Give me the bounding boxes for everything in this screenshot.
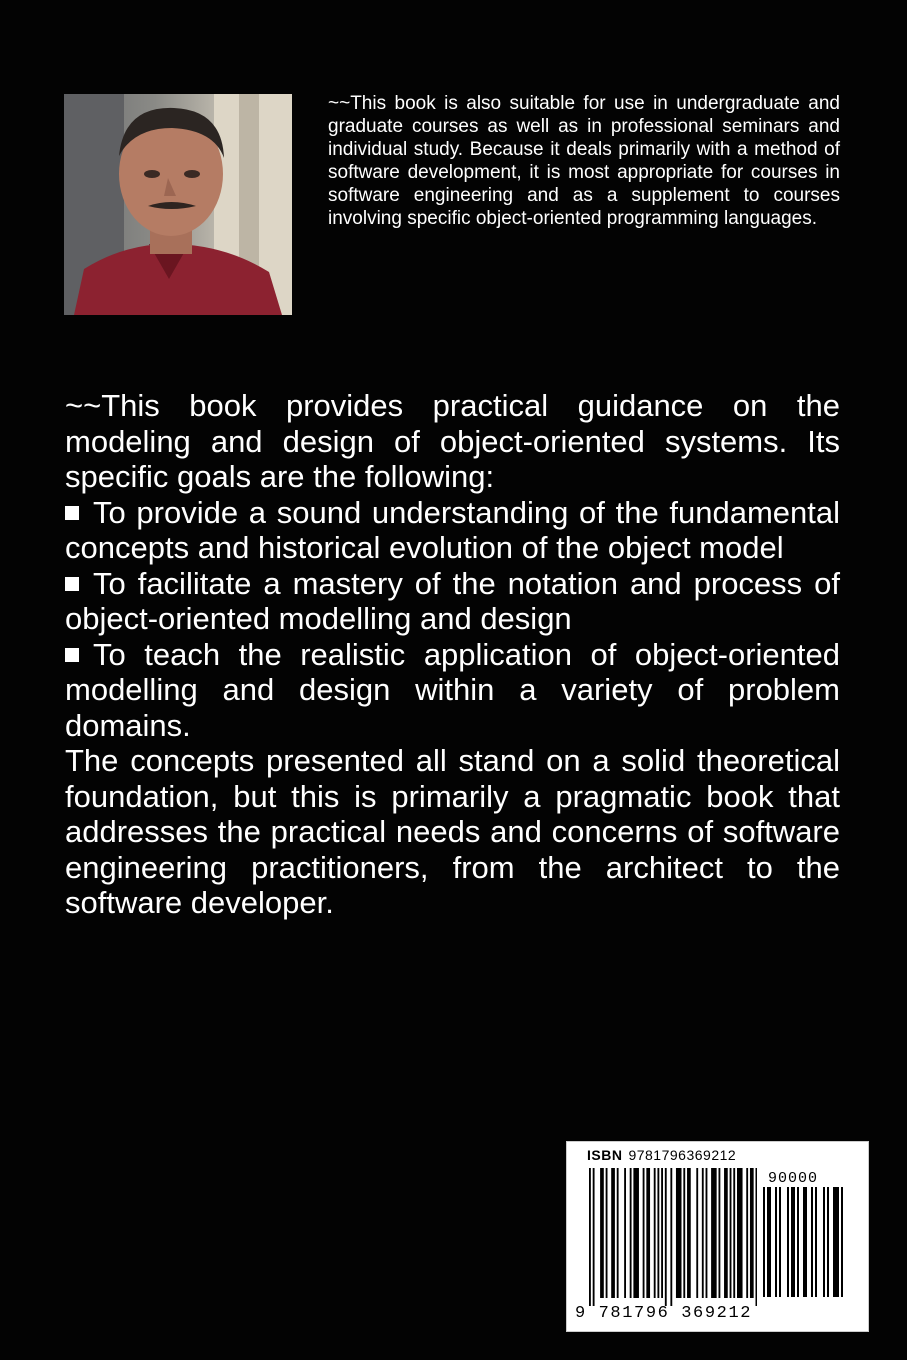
- goal-bullet-1: [65, 495, 840, 566]
- barcode-bar: [643, 1168, 645, 1298]
- ean-first-digit: 9: [575, 1304, 587, 1323]
- barcode-bar: [593, 1168, 595, 1306]
- barcode-bar: [654, 1168, 656, 1298]
- barcode-bar: [833, 1187, 839, 1297]
- barcode-bar: [646, 1168, 650, 1298]
- ean-barcode-bars: [589, 1168, 757, 1308]
- barcode-bar: [815, 1187, 817, 1297]
- square-bullet-icon: [65, 577, 79, 591]
- square-bullet-icon: [65, 506, 79, 520]
- barcode-bar: [606, 1168, 608, 1298]
- isbn-barcode: [566, 1141, 869, 1332]
- addon-barcode-bars: [763, 1187, 853, 1307]
- ean-digits: [575, 1304, 752, 1323]
- barcode-bar: [711, 1168, 717, 1298]
- square-bullet-icon: [65, 648, 79, 662]
- barcode-bar: [733, 1168, 735, 1298]
- barcode-bar: [724, 1168, 728, 1298]
- barcode-bar: [687, 1168, 691, 1298]
- barcode-bar: [756, 1168, 758, 1306]
- barcode-bar: [670, 1168, 672, 1306]
- goal-bullet-3: [65, 637, 840, 744]
- barcode-bar: [827, 1187, 829, 1297]
- goal-bullet-2: [65, 566, 840, 637]
- goal-bullet-text: To teach the realistic application of object-oriented modelling and design within a variety of problem domains.: [65, 636, 840, 743]
- ean-left-group: 781796: [598, 1304, 670, 1323]
- author-blurb: [328, 92, 840, 230]
- isbn-line: [587, 1147, 736, 1163]
- barcode-bar: [633, 1168, 639, 1298]
- book-description: [65, 388, 840, 921]
- barcode-bar: [803, 1187, 807, 1297]
- barcode-bar: [702, 1168, 704, 1298]
- barcode-bar: [841, 1187, 843, 1297]
- author-blurb-text: ~~This book is also suitable for use in undergraduate and graduate courses as well as in professional seminars and individual study. Because it deals primarily with a method of software development, it is most appropriate for courses in software engineering and as a supplement to courses involving specific object-oriented programming languages.: [328, 93, 840, 229]
- barcode-bar: [600, 1168, 604, 1298]
- barcode-bar: [706, 1168, 708, 1298]
- barcode-bar: [779, 1187, 781, 1297]
- isbn-label: ISBN: [587, 1147, 623, 1163]
- barcode-bar: [589, 1168, 591, 1306]
- barcode-bar: [730, 1168, 732, 1298]
- barcode-bar: [696, 1168, 698, 1298]
- barcode-bar: [676, 1168, 682, 1298]
- barcode-bar: [767, 1187, 771, 1297]
- barcode-bar: [624, 1168, 626, 1298]
- barcode-bar: [750, 1168, 754, 1298]
- barcode-bar: [746, 1168, 748, 1298]
- barcode-bar: [737, 1168, 743, 1298]
- barcode-bar: [791, 1187, 795, 1297]
- barcode-bar: [763, 1187, 765, 1297]
- barcode-bar: [811, 1187, 813, 1297]
- barcode-bar: [775, 1187, 777, 1297]
- goal-bullet-text: To provide a sound understanding of the fundamental concepts and historical evolution of the object model: [65, 494, 840, 565]
- barcode-bar: [657, 1168, 659, 1298]
- barcode-bar: [823, 1187, 825, 1297]
- author-portrait-icon: [64, 94, 292, 315]
- description-closing: The concepts presented all stand on a solid theoretical foundation, but this is primarily a pragmatic book that addresses the practical needs and concerns of software engineering practitioners, from the architect to the software developer.: [65, 743, 840, 920]
- barcode-bar: [617, 1168, 619, 1298]
- barcode-bar: [611, 1168, 615, 1298]
- description-intro: ~~This book provides practical guidance on the modeling and design of object-oriented systems. Its specific goals are the following:: [65, 388, 840, 494]
- addon-digits: 90000: [768, 1170, 819, 1187]
- barcode-bar: [787, 1187, 789, 1297]
- barcode-bar: [661, 1168, 663, 1298]
- barcode-bar: [665, 1168, 667, 1306]
- ean-right-group: 369212: [681, 1304, 753, 1323]
- author-photo: [64, 94, 292, 315]
- goal-bullet-text: To facilitate a mastery of the notation and process of object-oriented modelling and design: [65, 565, 840, 636]
- barcode-bar: [719, 1168, 721, 1298]
- barcode-bar: [797, 1187, 799, 1297]
- barcode-bar: [630, 1168, 632, 1298]
- barcode-bar: [683, 1168, 685, 1298]
- isbn-number: 9781796369212: [628, 1147, 737, 1163]
